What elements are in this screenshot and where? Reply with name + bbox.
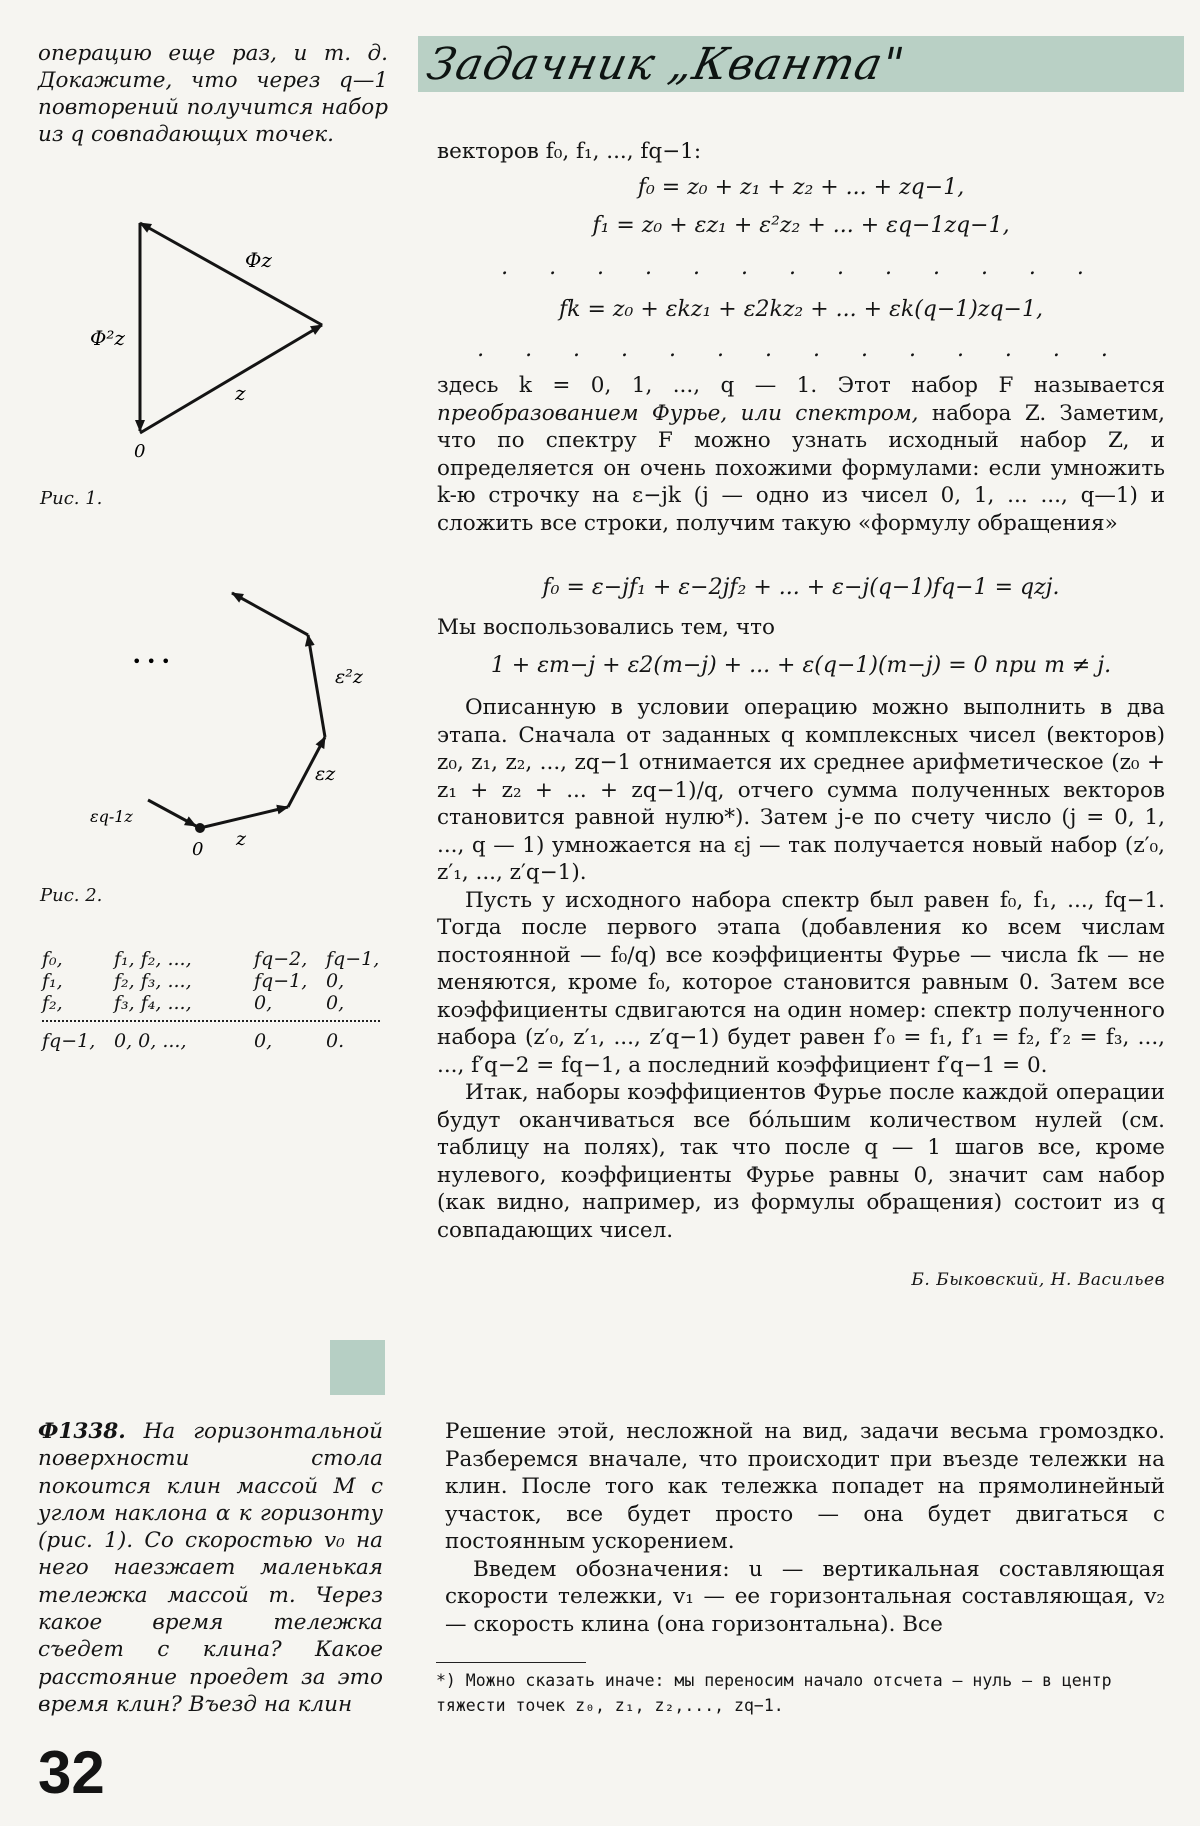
formula-f0: f₀ = z₀ + z₁ + z₂ + ... + zq−1,	[637, 175, 965, 200]
table-cell: 0, 0, ...,	[114, 1030, 187, 1052]
table-row	[42, 948, 392, 970]
section-title: Задачник „Кванта"	[422, 39, 910, 90]
page-number: 32	[38, 1739, 105, 1806]
table-cell: fq−1,	[254, 970, 308, 992]
table-divider	[42, 1020, 380, 1022]
fig2-vector-z	[200, 807, 288, 828]
two-stages-paragraph	[437, 694, 1165, 1244]
vectors-line: векторов f₀, f₁, ..., fq−1:	[437, 139, 702, 164]
coefficients-table	[42, 948, 392, 1052]
fig2-caption: Рис. 2.	[40, 885, 103, 906]
fourier-text-2: набора Z. Заметим, что по спектру F можно узнать исходный набор Z, и определяется он очень похожими формулами: если умножить k-ю строчку на ε−jk (j — одно из чисел 0, 1, ... ..., q—1) и сложить все строки, получим такую «формулу обращения»	[437, 400, 1165, 536]
solution-text: Решение этой, несложной на вид, задачи весьма громоздко. Разберемся вначале, что происходит при въезде тележки на клин. После того как тележка попадет на прямолинейный участок, все будет просто — она будет двигаться с постоянным ускорением.	[445, 1419, 1165, 1554]
fig2-label-eps2-z: ε²z	[335, 666, 363, 688]
table-cell: f₂, f₃, ...,	[114, 970, 192, 992]
table-cell: f₀,	[42, 948, 63, 970]
signature: Б. Быковский, Н. Васильев	[911, 1270, 1165, 1290]
table-row	[42, 992, 392, 1014]
margin-intro-text: операцию еще раз, и т. д. Докажите, что через q—1 повторений получится набор из q совпадающих точек.	[38, 41, 388, 147]
table-cell: fq−1,	[42, 1030, 96, 1052]
table-cell: 0,	[254, 992, 273, 1014]
section-marker	[330, 1340, 385, 1395]
footnote-rule	[436, 1662, 586, 1663]
table-cell: fq−1,	[326, 948, 380, 970]
table-cell: f₂,	[42, 992, 63, 1014]
margin-intro	[38, 40, 388, 148]
footnote: *) Можно сказать иначе: мы переносим начало отсчета — нуль — в центр тяжести точек z₀, z₁, z₂,..., zq−1.	[436, 1671, 1112, 1715]
table-cell: fq−2,	[254, 948, 308, 970]
table-cell: 0,	[326, 992, 345, 1014]
problem-f1338	[38, 1418, 383, 1718]
fourier-paragraph	[437, 372, 1165, 537]
formula-dots-2: . . . . . . . . . . . . . .	[477, 337, 1125, 362]
fig2-label-eps-z: εz	[315, 763, 336, 785]
fig1-caption: Рис. 1.	[40, 488, 103, 509]
formula-inverse: f₀ = ε−jf₁ + ε−2jf₂ + ... + ε−j(q−1)fq−1 = qzj.	[542, 575, 1060, 600]
fig2-vector-epsq1-z	[148, 800, 196, 826]
fig2-origin-point	[195, 823, 205, 833]
fig2-vector-eps2-z	[308, 635, 325, 737]
fig2-vector-eps3-z	[232, 593, 308, 635]
fig1-label-phi-z: Φz	[245, 248, 272, 272]
table-cell: f₁,	[42, 970, 63, 992]
table-row	[42, 1030, 392, 1052]
figure-1	[60, 205, 360, 465]
spectrum-text: Пусть у исходного набора спектр был равен f₀, f₁, ..., fq−1. Тогда после первого этапа (добавления ко всем числам постоянной — f₀/q) все коэффициенты Фурье — числа fk — не меняются, кроме f₀, которое становится равным 0. Затем все коэффициенты сдвигаются на один номер: спектр полученного набора (z′₀, z′₁, ..., z′q−1) будет равен f′₀ = f₁, f′₁ = f₂, f′₂ = f₃, ..., ..., f′q−2 = fq−1, а последний коэффициент f′q−1 = 0.	[437, 887, 1165, 1078]
fig1-label-z: z	[235, 381, 246, 405]
problem-number: Ф1338.	[38, 1419, 126, 1444]
table-cell: f₁, f₂, ...,	[114, 948, 192, 970]
used-line: Мы воспользовались тем, что	[437, 615, 775, 640]
fig1-label-zero: 0	[134, 441, 146, 462]
table-cell: 0,	[254, 1030, 273, 1052]
formula-fk: fk = z₀ + εkz₁ + ε2kz₂ + ... + εk(q−1)zq−1,	[559, 297, 1043, 322]
problem-statement: На горизонтальной поверхности стола покоится клин массой M с углом наклона α к горизонту (рис. 1). Со скоростью v₀ на него наезжает маленькая тележка массой m. Через какое время тележка съедет с клина? Какое расстояние проедет за это время клин? Въезд на клин	[38, 1419, 383, 1717]
fourier-text-1: здесь k = 0, 1, ..., q — 1. Этот набор F называется	[437, 373, 1165, 398]
two-stages-text: Описанную в условии операцию можно выполнить в два этапа. Сначала от заданных q комплексных чисел (векторов) z₀, z₁, z₂, ..., zq−1 отнимается их среднее арифметическое (z₀ + z₁ + z₂ + ... + zq−1)/q, отчего сумма полученных векторов становится равной нулю*). Затем j-е по счету число (j = 0, 1, ..., q — 1) умножается на εj — так получается новый набор (z′₀, z′₁, ..., z′q−1).	[437, 695, 1165, 885]
table-cell: 0,	[326, 970, 345, 992]
fig1-vector-z	[140, 325, 322, 433]
fig2-label-epsq1-z: εq-1z	[90, 807, 133, 826]
table-cell: 0.	[326, 1030, 345, 1052]
formula-sum: 1 + εm−j + ε2(m−j) + ... + ε(q−1)(m−j) = 0 при m ≠ j.	[490, 653, 1112, 678]
formula-f1: f₁ = z₀ + εz₁ + ε²z₂ + ... + εq−1zq−1,	[592, 213, 1010, 238]
table-row	[42, 970, 392, 992]
formula-dots: . . . . . . . . . . . . .	[501, 255, 1101, 280]
fig2-dots: • • •	[132, 652, 171, 671]
fig1-vector-phi-z	[140, 223, 322, 325]
fourier-term: преобразованием Фурье, или спектром,	[437, 400, 919, 426]
table-cell: f₃, f₄, ...,	[114, 992, 192, 1014]
fig1-label-phi2-z: Φ²z	[90, 326, 125, 350]
solution-paragraph	[445, 1418, 1165, 1638]
figure-2	[60, 575, 380, 875]
fig2-label-zero: 0	[192, 839, 204, 860]
notation-text: Введем обозначения: u — вертикальная составляющая скорости тележки, v₁ — ее горизонтальная составляющая, v₂ — скорость клина (она горизонтальна). Все	[445, 1556, 1165, 1637]
fig2-label-z: z	[236, 828, 247, 850]
conclusion-text: Итак, наборы коэффициентов Фурье после каждой операции будут оканчиваться все бóльшим количеством нулей (см. таблицу на полях), так что после q — 1 шагов все, кроме нулевого, коэффициенты Фурье равны 0, значит сам набор (как видно, например, из формулы обращения) состоит из q совпадающих чисел.	[437, 1080, 1165, 1243]
